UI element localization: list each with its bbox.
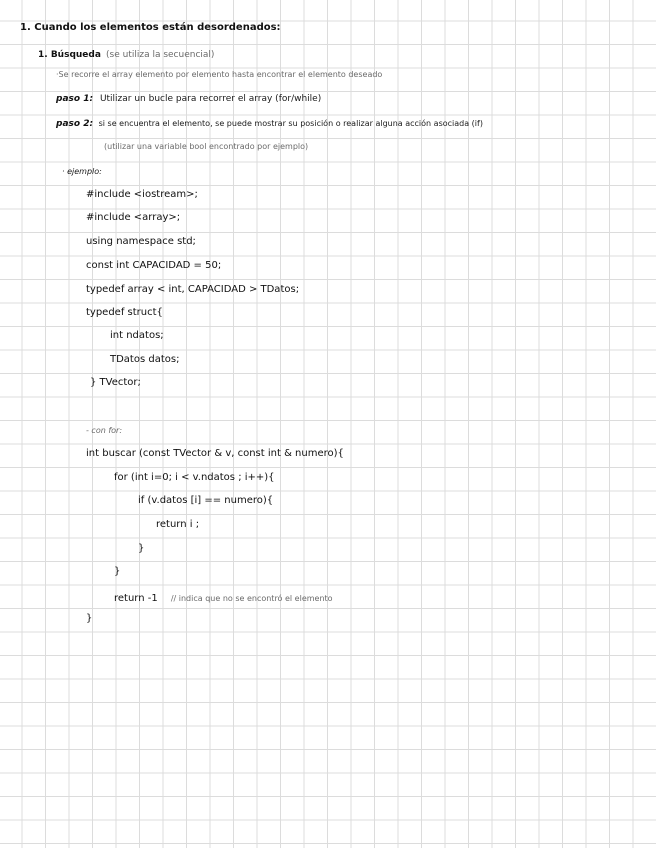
paso-1-label: paso 1: bbox=[56, 94, 94, 104]
code-line: using namespace std; bbox=[86, 236, 196, 247]
paso-1-text: Utilizar un bucle para recorrer el array (for/while) bbox=[99, 94, 322, 104]
code-line: #include <array>; bbox=[86, 212, 181, 223]
con-for-label: - con for: bbox=[86, 426, 123, 435]
code-line: if (v.datos [i] == numero){ bbox=[138, 495, 274, 506]
return-comment: // indica que no se encontró el elemento bbox=[170, 594, 333, 603]
paso-2 bbox=[56, 116, 483, 132]
paso-1 bbox=[56, 91, 321, 107]
return-line bbox=[114, 588, 333, 607]
section-title: 1. Búsqueda bbox=[38, 50, 101, 60]
code-line: return i ; bbox=[156, 519, 200, 530]
code-line: int ndatos; bbox=[110, 330, 164, 341]
code-line: for (int i=0; i < v.ndatos ; i++){ bbox=[114, 472, 275, 483]
code-line: typedef struct{ bbox=[86, 307, 163, 318]
section-note: (se utiliza la secuencial) bbox=[106, 50, 215, 60]
paso-2-text: si se encuentra el elemento, se puede mostrar su posición o realizar alguna acción asociada (if) bbox=[98, 119, 483, 128]
code-line: #include <iostream>; bbox=[86, 189, 198, 200]
code-line: int buscar (const TVector & v, const int & numero){ bbox=[86, 448, 344, 459]
page-heading: 1. Cuando los elementos están desordenados: bbox=[20, 22, 281, 33]
code-line: typedef array < int, CAPACIDAD > TDatos; bbox=[86, 284, 300, 295]
example-label: · ejemplo: bbox=[62, 167, 102, 176]
code-line: } bbox=[86, 613, 93, 624]
code-line: } bbox=[138, 543, 145, 554]
code-line: const int CAPACIDAD = 50; bbox=[86, 260, 222, 271]
code-line: } bbox=[114, 566, 121, 577]
code-line: TDatos datos; bbox=[110, 354, 180, 365]
paso-2-note: (utilizar una variable bool encontrado por ejemplo) bbox=[104, 142, 309, 151]
code-line: } TVector; bbox=[90, 377, 141, 388]
paso-2-label: paso 2: bbox=[56, 119, 94, 129]
section-description: ·Se recorre el array elemento por elemento hasta encontrar el elemento deseado bbox=[56, 70, 383, 79]
section-title-line bbox=[38, 44, 214, 63]
return-statement: return -1 bbox=[114, 593, 158, 604]
